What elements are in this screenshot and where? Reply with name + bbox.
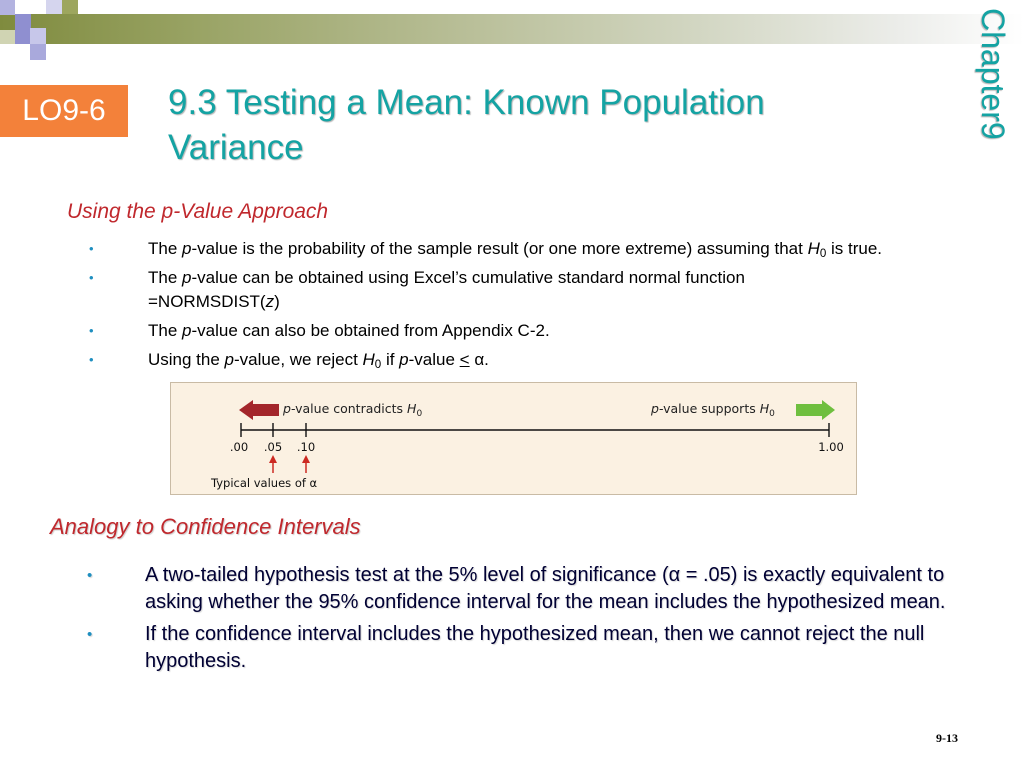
bullet-text: -value, we reject <box>234 350 363 369</box>
bullet-text: -value can be obtained using Excel’s cumulative standard normal function =NORMSDIST( <box>148 268 745 311</box>
typical-value-arrowhead-icon <box>302 455 310 463</box>
bullet-dot: • <box>89 323 94 338</box>
header-deco-square <box>0 0 15 15</box>
tick-label: 1.00 <box>818 440 844 454</box>
bullet-dot: • <box>89 241 94 256</box>
left-arrow-icon <box>239 400 279 420</box>
list-item <box>89 266 868 314</box>
bullet-subscript: 0 <box>819 247 827 260</box>
header-gradient-band <box>0 14 1024 44</box>
analogy-bullet-list <box>87 562 960 680</box>
bullet-text: Using the <box>148 350 225 369</box>
p-value-scale-figure <box>170 382 857 495</box>
bullet-text-italic: H <box>807 239 820 258</box>
bullet-text: -value <box>408 350 460 369</box>
p-value-scale-diagram <box>171 383 858 496</box>
bullet-text: If the confidence interval includes the hypothesized mean, then we cannot reject the null hypothesis. <box>145 623 925 672</box>
bullet-text: The <box>148 321 183 340</box>
list-item <box>89 348 1018 372</box>
bullet-text: if <box>381 350 400 369</box>
slide-title: 9.3 Testing a Mean: Known Population Variance <box>168 83 765 167</box>
figure-caption: Typical values of α <box>211 476 318 490</box>
bullet-text-italic: p <box>399 350 409 369</box>
bullet-text-italic: p <box>182 321 192 340</box>
header-deco-square <box>0 30 15 44</box>
list-item <box>89 319 1018 343</box>
chapter-label <box>966 8 1020 208</box>
bullet-text-italic: p <box>224 350 235 369</box>
chapter-word: Chapter <box>975 8 1011 122</box>
bullet-text: A two-tailed hypothesis test at the 5% level of significance (α = .05) is exactly equivalent to asking whether the 95% confidence interval for the mean includes the hypothesized mean. <box>145 564 946 613</box>
header-deco-square <box>30 28 46 44</box>
bullet-dot: • <box>89 270 94 285</box>
list-item <box>87 562 960 616</box>
left-arrow-label: p-value contradicts $H_0$ <box>283 401 423 419</box>
chapter-number: 9 <box>975 121 1011 140</box>
header-deco-square <box>15 14 31 44</box>
learning-objective-badge: LO9-6 <box>0 85 128 137</box>
bullet-text: The <box>148 239 183 258</box>
bullet-text-italic: z <box>265 292 275 311</box>
right-arrow-label: p-value supports $H_0$ <box>651 401 775 419</box>
typical-value-arrowhead-icon <box>269 455 277 463</box>
right-arrow-icon <box>796 400 835 420</box>
bullet-text: ) <box>274 292 280 311</box>
tick-label: .05 <box>263 440 283 454</box>
bullet-text-italic: H <box>362 350 375 369</box>
section-heading-p-value-approach: Using the p-Value Approach <box>67 200 329 223</box>
p-value-bullet-list <box>89 237 1018 377</box>
bullet-text: The <box>148 268 183 287</box>
section-heading-analogy: Analogy to Confidence Intervals <box>50 514 361 539</box>
tick-label: .00 <box>229 440 249 454</box>
list-item <box>87 621 960 675</box>
bullet-text: is true. <box>826 239 883 258</box>
bullet-text: -value is the probability of the sample result (or one more extreme) assuming that <box>191 239 808 258</box>
tick-label: .10 <box>296 440 316 454</box>
bullet-subscript: 0 <box>374 358 382 371</box>
bullet-dot: • <box>87 567 93 584</box>
less-than-or-equal-sign: < <box>459 350 470 369</box>
bullet-text: α. <box>469 350 489 369</box>
bullet-text-italic: p <box>182 268 192 287</box>
bullet-text: -value can also be obtained from Appendix C-2. <box>191 321 550 340</box>
list-item <box>89 237 1018 261</box>
bullet-dot: • <box>89 352 94 367</box>
header-deco-square <box>30 44 46 60</box>
bullet-dot: • <box>87 626 93 643</box>
bullet-text-italic: p <box>182 239 192 258</box>
header-deco-square <box>46 0 62 14</box>
header-deco-square <box>62 0 78 14</box>
page-number: 9-13 <box>936 731 958 745</box>
